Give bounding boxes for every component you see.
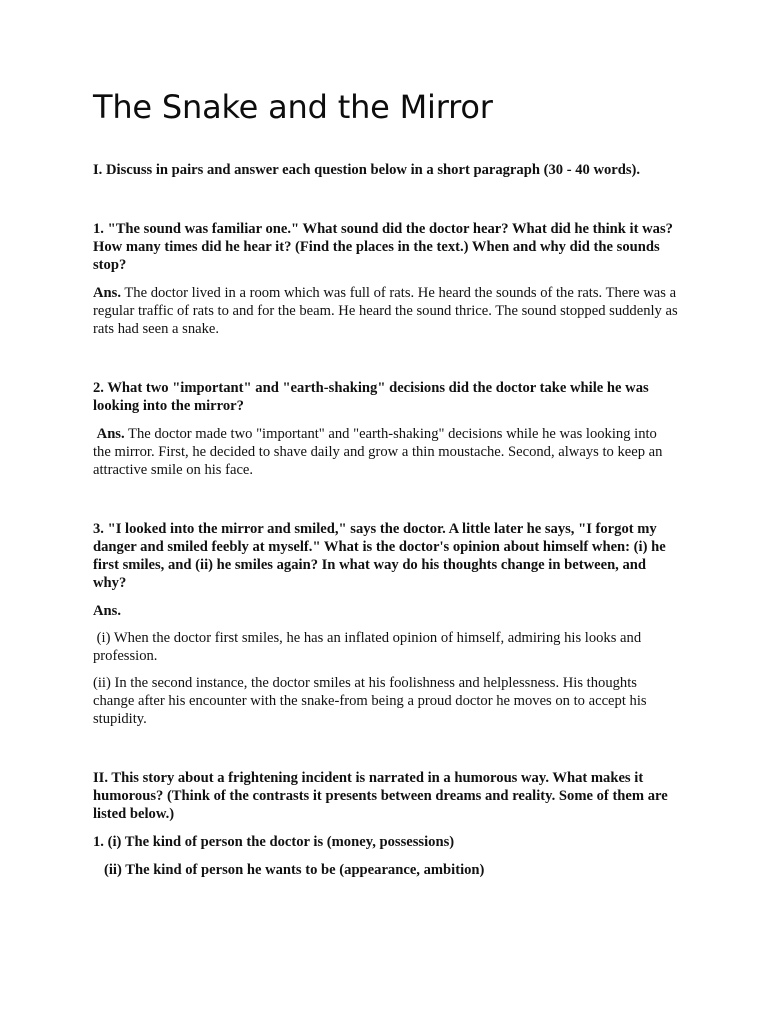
answer-text: The doctor lived in a room which was full of rats. He heard the sounds of the rats. There was a regular traffic of rats to and for the beam. He heard the sound thrice. The sound stopped suddenly as rats had seen a snake. (93, 285, 678, 337)
section-1-instruction: I. Discuss in pairs and answer each question below in a short paragraph (30 - 40 words). (93, 162, 641, 178)
answer-label: Ans. (93, 285, 121, 301)
answer-text: The doctor made two "important" and "earth-shaking" decisions while he was looking into the mirror. First, he decided to shave daily and grow a thin moustache. Second, always to keep an attractive smile on his face. (93, 426, 663, 478)
answer-3-part-1 (93, 629, 678, 665)
page-title: The Snake and the Mirror (93, 88, 493, 126)
question-1: 1. "The sound was familiar one." What sound did the doctor hear? What did he think it was? How many times did he hear it? (Find the places in the text.) When and why did the sounds stop? (93, 221, 673, 273)
answer-2 (93, 425, 678, 479)
question-2: 2. What two "important" and "earth-shaking" decisions did the doctor take while he was looking into the mirror? (93, 380, 649, 414)
section-2-heading: II. This story about a frightening incident is narrated in a humorous way. What makes it humorous? (Think of the contrasts it presents between dreams and reality. Some of them are listed below.) (93, 770, 668, 822)
question-3: 3. "I looked into the mirror and smiled," says the doctor. A little later he says, "I forgot my danger and smiled feebly at myself." What is the doctor's opinion about himself when: (i) he first smiles, and (ii) he smiles again? In what way do his thoughts change in between, and why? (93, 521, 666, 591)
section-2-item-2: (ii) The kind of person he wants to be (appearance, ambition) (104, 862, 485, 878)
document-page (93, 84, 678, 879)
section-2-item-1: 1. (i) The kind of person the doctor is (money, possessions) (93, 834, 455, 850)
answer-label: Ans. (93, 603, 121, 619)
answer-text: (i) When the doctor first smiles, he has an inflated opinion of himself, admiring his looks and profession. (93, 630, 642, 664)
answer-label: Ans. (96, 426, 125, 442)
answer-3-part-2: (ii) In the second instance, the doctor smiles at his foolishness and helplessness. His thoughts change after his encounter with the snake-from being a proud doctor he moves on to accept his stupidity. (93, 675, 647, 727)
answer-1 (93, 284, 678, 338)
